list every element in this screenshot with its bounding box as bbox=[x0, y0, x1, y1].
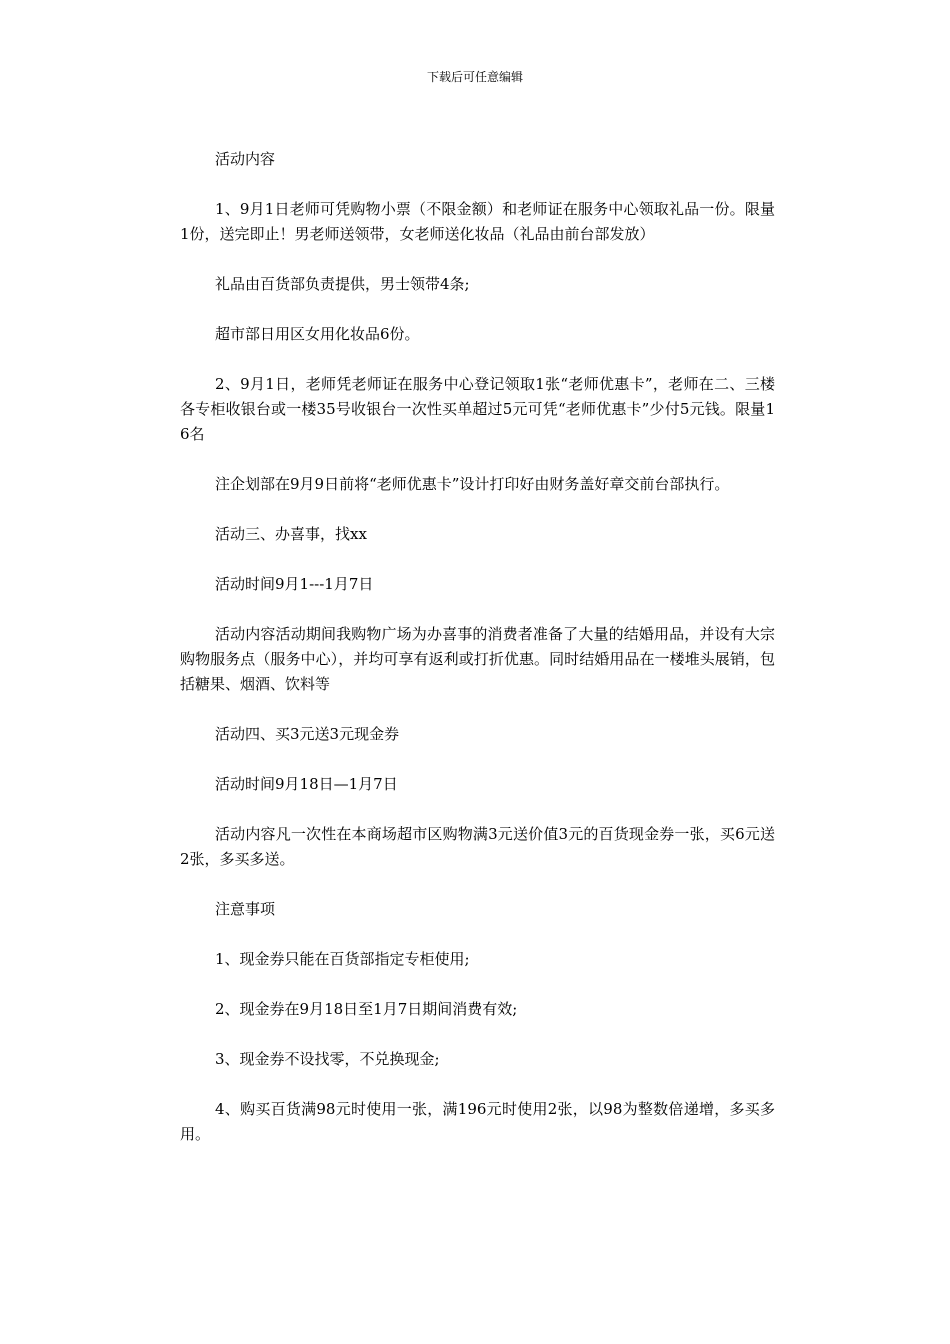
list-item: 2、现金券在9月18日至1月7日期间消费有效; bbox=[215, 1000, 518, 1018]
section-heading: 活动三、办喜事，找xx bbox=[215, 525, 367, 543]
paragraph: 活动时间9月1---1月7日 bbox=[215, 575, 374, 593]
page-header: 下载后可任意编辑 bbox=[426, 70, 523, 84]
document-body bbox=[180, 147, 775, 1172]
list-item: 4、购买百货满98元时使用一张，满196元时使用2张，以98为整数倍递增，多买多用。 bbox=[180, 1100, 775, 1143]
paragraph: 2、9月1日，老师凭老师证在服务中心登记领取1张“老师优惠卡”，老师在二、三楼各专柜收银台或一楼35号收银台一次性买单超过5元可凭“老师优惠卡”少付5元钱。限量16名 bbox=[180, 375, 775, 443]
paragraph: 活动内容凡一次性在本商场超市区购物满3元送价值3元的百货现金券一张，买6元送2张，多买多送。 bbox=[180, 825, 775, 868]
paragraph: 注企划部在9月9日前将“老师优惠卡”设计打印好由财务盖好章交前台部执行。 bbox=[215, 475, 730, 493]
section-heading: 注意事项 bbox=[215, 900, 276, 918]
section-heading: 活动内容 bbox=[215, 150, 276, 168]
paragraph: 1、9月1日老师可凭购物小票（不限金额）和老师证在服务中心领取礼品一份。限量1份，送完即止！男老师送领带，女老师送化妆品（礼品由前台部发放） bbox=[180, 200, 775, 243]
paragraph: 活动内容活动期间我购物广场为办喜事的消费者准备了大量的结婚用品，并设有大宗购物服务点（服务中心），并均可享有返利或打折优惠。同时结婚用品在一楼堆头展销，包括糖果、烟酒、饮料等 bbox=[180, 625, 775, 693]
paragraph: 礼品由百货部负责提供，男士领带4条; bbox=[215, 275, 470, 293]
list-item: 1、现金券只能在百货部指定专柜使用; bbox=[215, 950, 470, 968]
paragraph: 超市部日用区女用化妆品6份。 bbox=[215, 325, 420, 343]
paragraph: 活动时间9月18日—1月7日 bbox=[215, 775, 398, 793]
section-heading: 活动四、买3元送3元现金券 bbox=[215, 725, 400, 743]
list-item: 3、现金券不设找零，不兑换现金; bbox=[215, 1050, 440, 1068]
